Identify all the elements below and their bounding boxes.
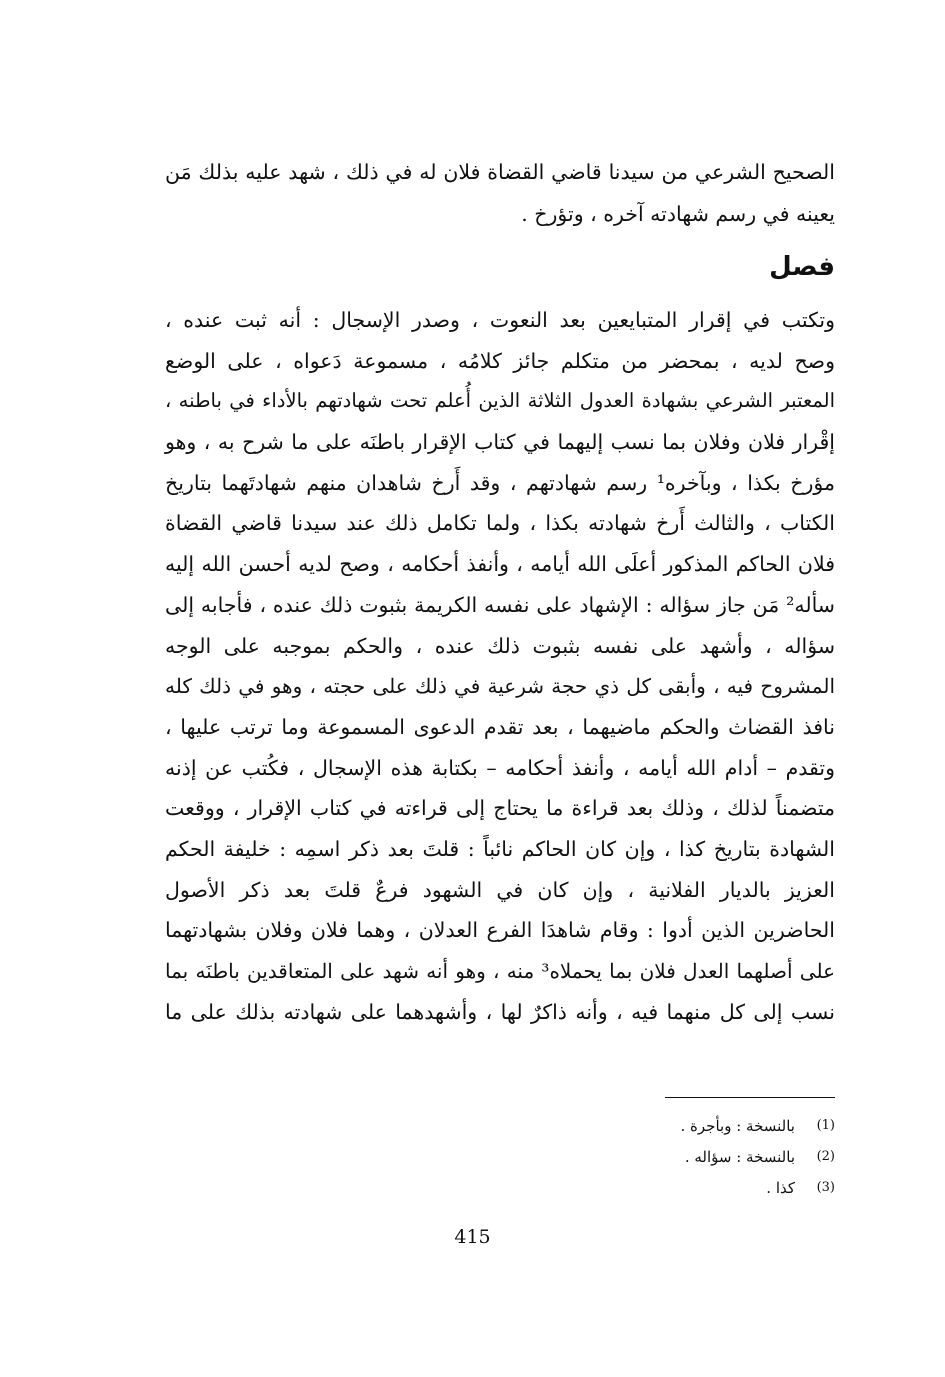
footnote — [681, 1141, 835, 1172]
page-number: 415 — [454, 1226, 491, 1248]
text-line: العزيز بالديار الفلانية ، وإن كان في الشهود فرعٌ قلتَ بعد ذكر الأصول — [165, 877, 835, 902]
text-line: مؤرخ بكذا ، وبآخره¹ رسم شهادتهم ، وقد أَرخ شاهدان منهم شهادتَهما بتاريخ — [165, 470, 835, 495]
body-paragraph — [165, 308, 835, 1040]
footnote — [681, 1110, 835, 1141]
text-line: يعينه في رسم شهادته آخره ، وتؤرخ . — [521, 202, 835, 226]
text-line: الشهادة بتاريخ كذا ، وإن كان الحاكم نائباً : قلتَ بعد ذكر اسمِه : خليفة الحكم — [165, 836, 835, 861]
text-line: متضمناً لذلك ، وذلك بعد قراءة ما يحتاج إلى قراءته في كتاب الإقرار ، ووقعت — [165, 796, 835, 821]
text-line: نافذ القضاث والحكم ماضيهما ، بعد تقدم الدعوى المسموعة وما ترتب عليها ، — [165, 714, 835, 739]
footnotes — [681, 1110, 835, 1203]
text-line: إقْرار فلان وفلان بما نسب إليهما في كتاب الإقرار باطنَه على ما شرح به ، وهو — [165, 430, 835, 455]
text-line: الكتاب ، والثالث أَرخ شهادته بكذا ، ولما تكامل ذلك عند سيدنا قاضي القضاة — [165, 511, 835, 536]
text-line: وصح لديه ، بمحضر من متكلم جائز كلامُه ، مسموعة دَعواه ، على الوضع — [165, 348, 835, 373]
footnote-separator — [665, 1097, 835, 1098]
text-line: سأله² مَن جاز سؤاله : الإشهاد على نفسه الكريمة بثبوت ذلك عنده ، فأجابه إلى — [165, 592, 835, 617]
text-line: المعتبر الشرعي بشهادة العدول الثلاثة الذين أُعلم تحت شهادتهم بالأداء في باطنه ، — [165, 389, 835, 413]
footnote-text: بالنسخة : وبأجرة . — [680, 1116, 795, 1135]
text-line: سؤاله ، وأشهد على نفسه بثبوت ذلك عنده ، والحكم بموجبه على الوجه — [165, 633, 835, 658]
footnote-text: بالنسخة : سؤاله . — [684, 1147, 795, 1166]
text-line: الحاضرين الذين أدوا : وقام شاهدَا الفرع العدلان ، وهما فلان وفلان بشهادتهما — [165, 918, 835, 943]
text-line: المشروح فيه ، وأبقى كل ذي حجة شرعية في ذلك على حجته ، وهو في ذلك كله — [165, 674, 835, 699]
text-line: نسب إلى كل منهما فيه ، وأنه ذاكرٌ لها ، وأشهدهما على شهادته بذلك على ما — [165, 999, 835, 1024]
footnote-text: كذا . — [766, 1178, 795, 1197]
footnote — [681, 1172, 835, 1203]
footnote-number: (1) — [816, 1118, 835, 1133]
footnote-number: (2) — [816, 1149, 835, 1164]
intro-paragraph — [165, 160, 835, 244]
footnote-number: (3) — [816, 1180, 835, 1195]
text-line: الصحيح الشرعي من سيدنا قاضي القضاة فلان له في ذلك ، شهد عليه بذلك مَن — [165, 160, 835, 184]
text-line: وتقدم – أدام الله أيامه ، وأنفذ أحكامه – بكتابة هذه الإسجال ، فكُتب عن إذنه — [165, 755, 835, 780]
text-line: فلان الحاكم المذكور أعلَى الله أيامه ، وأنفذ أحكامه ، وصح لديه أحسن الله إليه — [165, 552, 835, 577]
section-heading: فصل — [769, 252, 835, 282]
text-line: وتكتب في إقرار المتبايعين بعد النعوت ، وصدر الإسجال : أنه ثبت عنده ، — [165, 308, 835, 332]
text-line: على أصلهما العدل فلان بما يحملاه³ منه ، وهو أنه شهد على المتعاقدين باطنَه بما — [165, 959, 836, 983]
